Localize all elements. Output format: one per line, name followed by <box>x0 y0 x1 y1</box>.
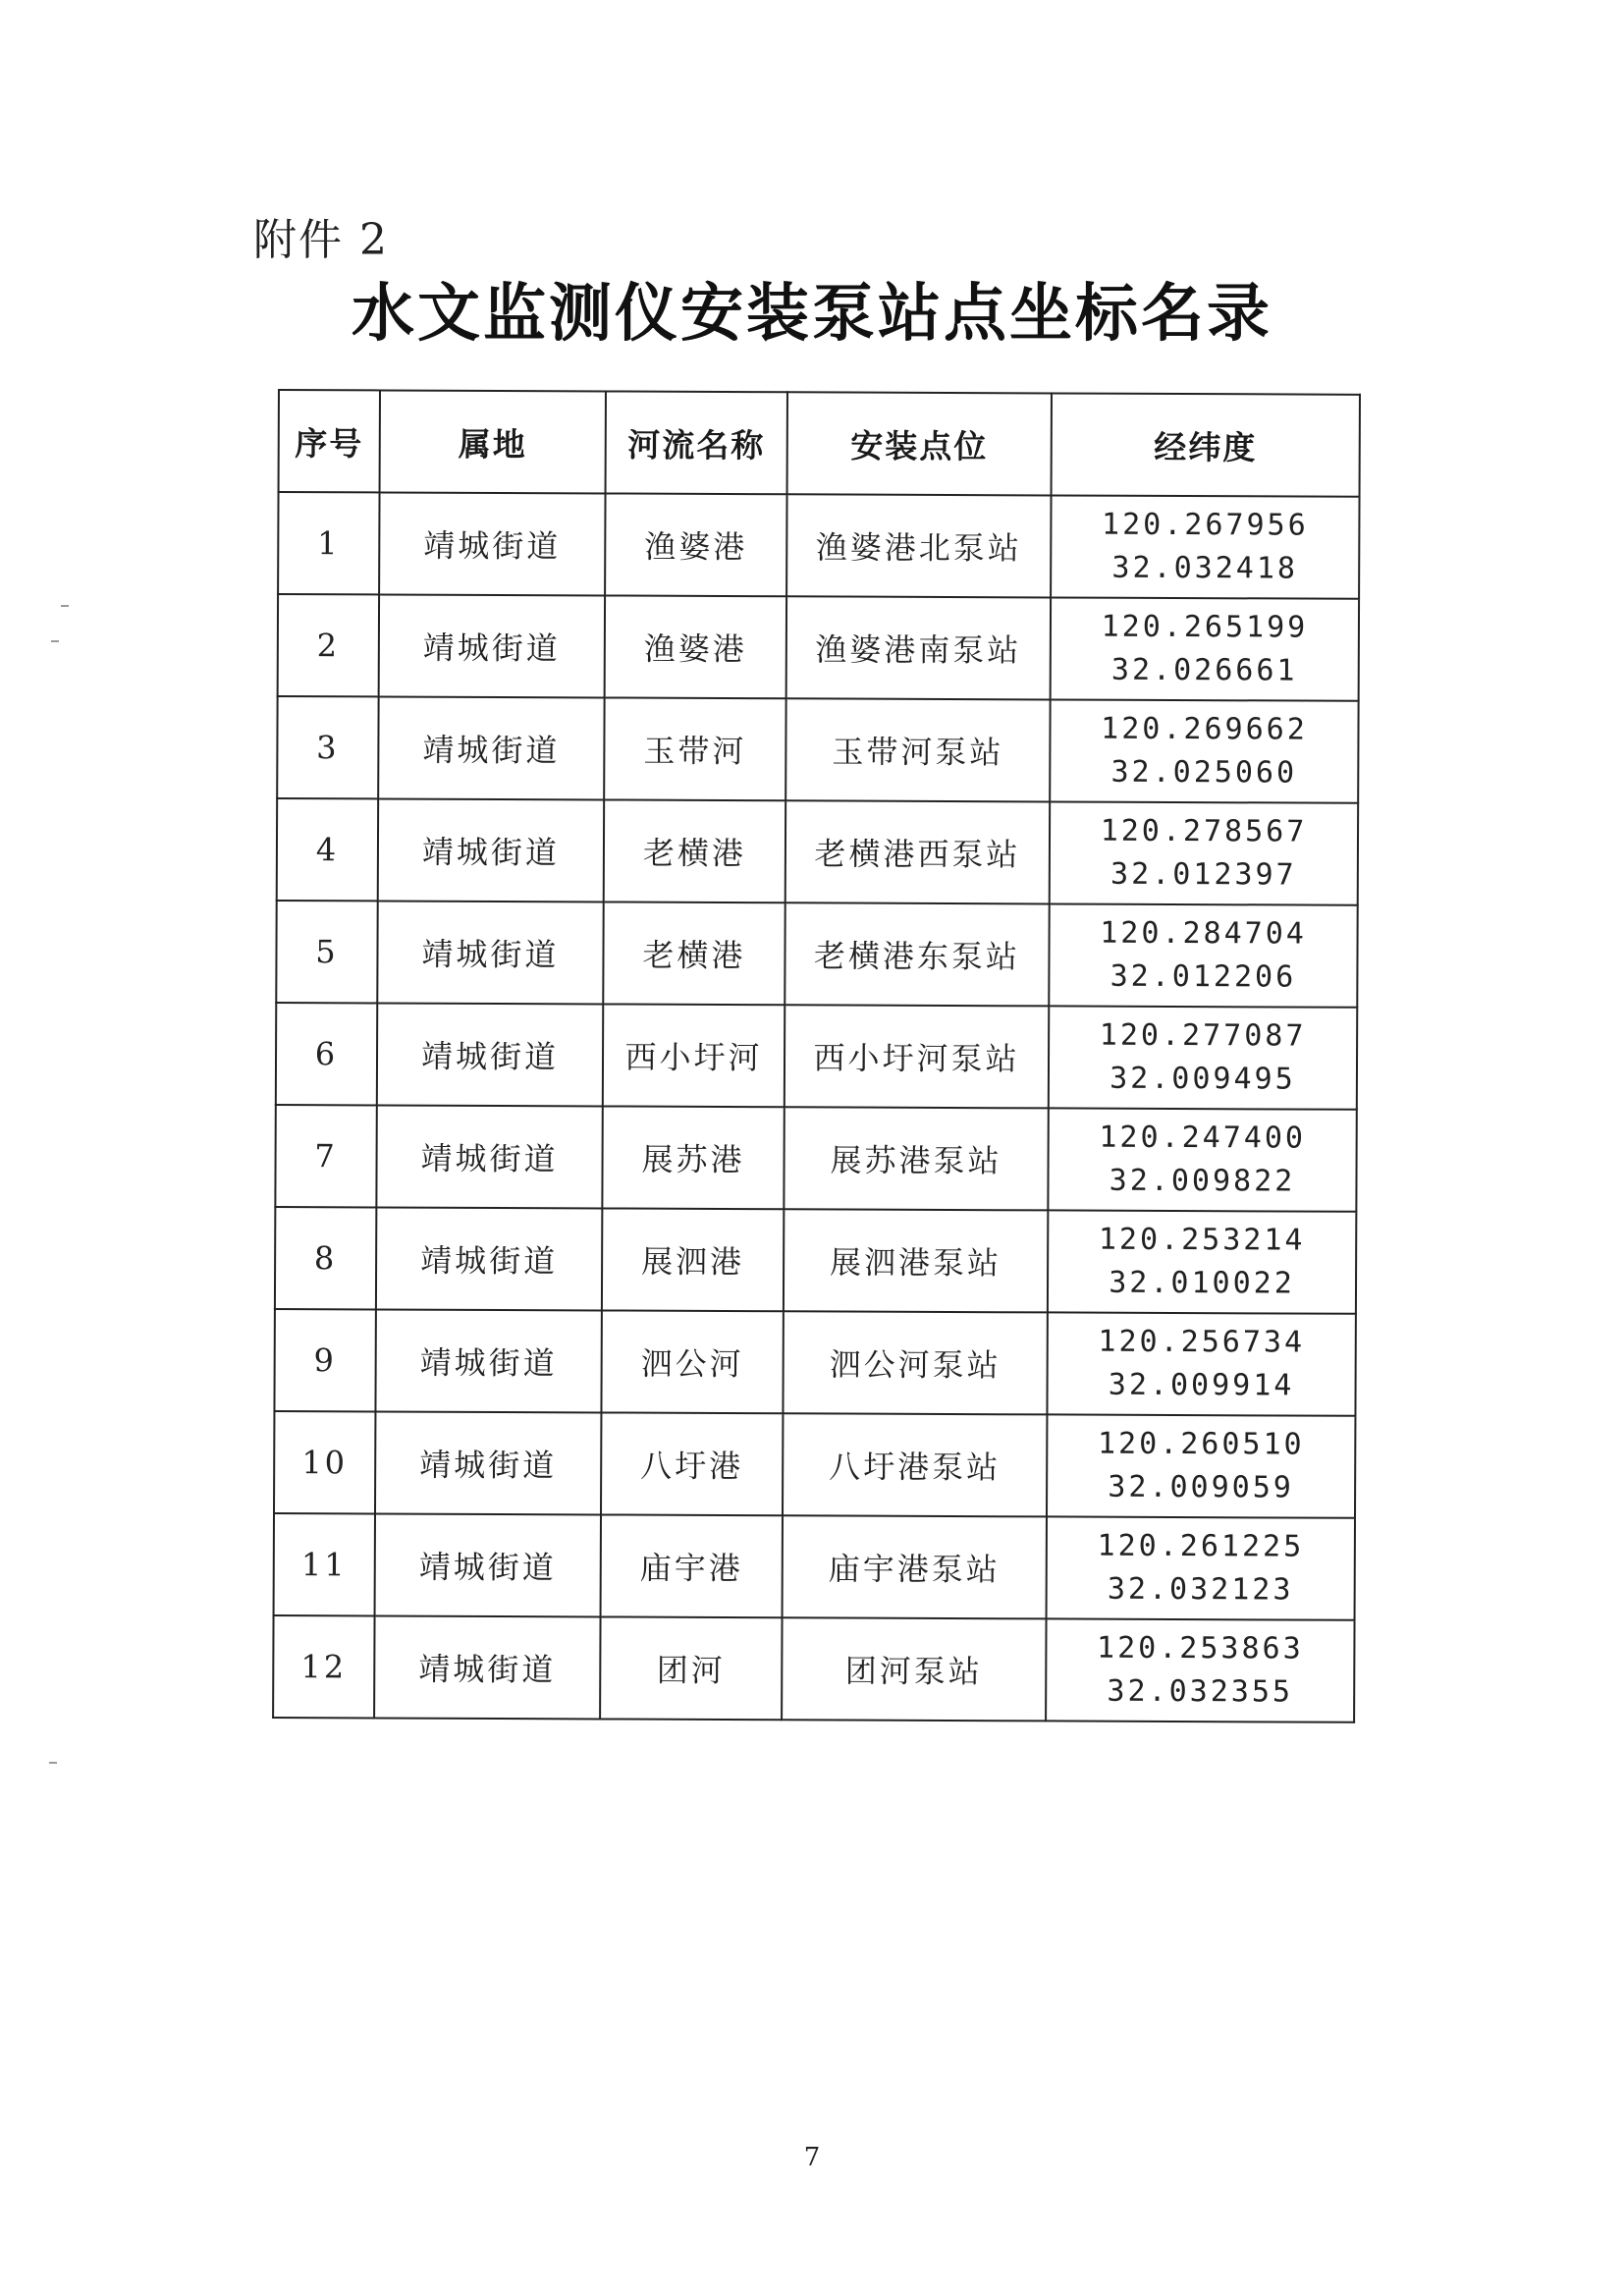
cell-longitude: 120.278567 <box>1100 813 1308 849</box>
cell-latitude: 32.032123 <box>1107 1571 1294 1608</box>
cell-index: 11 <box>274 1513 375 1615</box>
table-row <box>275 1207 1356 1314</box>
cell-site: 玉带河泵站 <box>785 698 1050 801</box>
table-row <box>276 1003 1357 1110</box>
cell-river: 渔婆港 <box>605 493 786 596</box>
table-header-row <box>279 390 1360 497</box>
cell-coords <box>1047 1312 1355 1415</box>
cell-coords <box>1051 495 1359 598</box>
cell-longitude: 120.284704 <box>1100 915 1307 952</box>
cell-longitude: 120.253214 <box>1098 1222 1306 1258</box>
cell-index: 6 <box>276 1003 377 1105</box>
cell-site: 展苏港泵站 <box>784 1107 1048 1210</box>
cell-location: 靖城街道 <box>378 798 604 902</box>
cell-latitude: 32.032418 <box>1111 550 1299 586</box>
cell-location: 靖城街道 <box>374 1615 600 1719</box>
cell-river: 玉带河 <box>604 697 785 800</box>
cell-index: 2 <box>278 594 379 696</box>
cell-coords <box>1047 1414 1355 1517</box>
table-row <box>277 696 1358 803</box>
table-row <box>274 1513 1355 1620</box>
cell-river: 庙宇港 <box>601 1514 783 1617</box>
cell-coords <box>1046 1618 1354 1722</box>
cell-site: 八圩港泵站 <box>783 1413 1047 1516</box>
cell-index: 4 <box>277 798 378 901</box>
cell-coords <box>1050 699 1358 802</box>
cell-river: 八圩港 <box>601 1412 783 1515</box>
header-index: 序号 <box>279 390 380 492</box>
cell-location: 靖城街道 <box>379 492 605 595</box>
cell-coords <box>1048 1210 1356 1313</box>
cell-latitude: 32.032355 <box>1107 1673 1294 1710</box>
cell-coords <box>1051 597 1359 700</box>
cell-latitude: 32.025060 <box>1110 754 1298 791</box>
cell-longitude: 120.256734 <box>1098 1324 1306 1360</box>
cell-location: 靖城街道 <box>377 901 603 1004</box>
table-row <box>273 1615 1354 1722</box>
cell-location: 靖城街道 <box>376 1207 602 1310</box>
cell-site: 泗公河泵站 <box>783 1311 1047 1414</box>
table-row <box>274 1411 1355 1518</box>
document-title: 水文监测仪安装泵站点坐标名录 <box>352 278 1272 351</box>
cell-latitude: 32.009914 <box>1108 1367 1295 1403</box>
cell-index: 7 <box>275 1105 376 1207</box>
cell-river: 老横港 <box>604 799 785 902</box>
cell-location: 靖城街道 <box>378 696 604 799</box>
cell-site: 西小圩河泵站 <box>785 1005 1049 1108</box>
cell-site: 老横港东泵站 <box>785 902 1049 1006</box>
cell-site: 老横港西泵站 <box>785 800 1050 903</box>
header-coords: 经纬度 <box>1052 393 1360 496</box>
cell-river: 泗公河 <box>601 1310 783 1413</box>
cell-river: 团河 <box>600 1616 782 1720</box>
cell-river: 展泗港 <box>602 1208 784 1311</box>
cell-coords <box>1050 801 1358 904</box>
cell-latitude: 32.012397 <box>1110 856 1297 893</box>
cell-site: 庙宇港泵站 <box>783 1515 1047 1618</box>
cell-longitude: 120.260510 <box>1097 1426 1305 1462</box>
attachment-label: 附件 2 <box>253 215 389 265</box>
cell-longitude: 120.267956 <box>1102 507 1309 543</box>
cell-location: 靖城街道 <box>379 594 605 697</box>
cell-longitude: 120.247400 <box>1099 1120 1307 1156</box>
coordinates-table-wrapper <box>272 389 1359 1723</box>
cell-index: 3 <box>277 696 378 798</box>
cell-site: 展泗港泵站 <box>784 1209 1048 1312</box>
cell-site: 渔婆港南泵站 <box>786 596 1051 699</box>
cell-latitude: 32.010022 <box>1109 1265 1295 1301</box>
cell-coords <box>1047 1516 1355 1619</box>
cell-site: 渔婆港北泵站 <box>786 494 1051 597</box>
table-row <box>278 492 1359 599</box>
cell-location: 靖城街道 <box>375 1309 601 1412</box>
header-location: 属地 <box>380 390 606 493</box>
table-row <box>274 1309 1355 1416</box>
cell-location: 靖城街道 <box>376 1105 602 1208</box>
cell-coords <box>1049 903 1357 1007</box>
cell-index: 8 <box>275 1207 376 1309</box>
table-row <box>277 798 1358 905</box>
cell-index: 1 <box>278 492 379 594</box>
header-river: 河流名称 <box>606 391 787 494</box>
scan-mark <box>61 605 69 607</box>
scan-mark <box>51 640 59 642</box>
cell-location: 靖城街道 <box>375 1411 601 1514</box>
cell-river: 老横港 <box>603 902 785 1005</box>
cell-coords <box>1049 1006 1357 1109</box>
cell-site: 团河泵站 <box>782 1617 1046 1721</box>
cell-latitude: 32.012206 <box>1110 958 1297 995</box>
header-site: 安装点位 <box>787 392 1052 495</box>
cell-latitude: 32.026661 <box>1110 652 1298 688</box>
table-row <box>276 901 1357 1008</box>
cell-coords <box>1048 1108 1356 1211</box>
cell-longitude: 120.277087 <box>1099 1017 1307 1054</box>
cell-longitude: 120.265199 <box>1101 609 1309 645</box>
cell-index: 9 <box>274 1309 375 1411</box>
cell-latitude: 32.009495 <box>1110 1061 1296 1097</box>
cell-latitude: 32.009059 <box>1108 1469 1294 1505</box>
cell-location: 靖城街道 <box>375 1513 601 1616</box>
coordinates-table <box>272 389 1361 1723</box>
cell-river: 西小圩河 <box>603 1004 785 1107</box>
cell-index: 10 <box>274 1411 375 1513</box>
page-number: 7 <box>803 2143 821 2172</box>
cell-river: 展苏港 <box>602 1106 784 1209</box>
scan-mark <box>49 1762 57 1764</box>
table-row <box>275 1105 1356 1212</box>
cell-index: 12 <box>273 1615 374 1718</box>
cell-longitude: 120.253863 <box>1097 1630 1304 1667</box>
cell-location: 靖城街道 <box>377 1003 603 1106</box>
cell-longitude: 120.261225 <box>1097 1528 1305 1564</box>
cell-index: 5 <box>276 901 377 1003</box>
cell-latitude: 32.009822 <box>1109 1163 1296 1199</box>
table-row <box>278 594 1359 701</box>
cell-river: 渔婆港 <box>605 595 786 698</box>
cell-longitude: 120.269662 <box>1101 711 1308 747</box>
